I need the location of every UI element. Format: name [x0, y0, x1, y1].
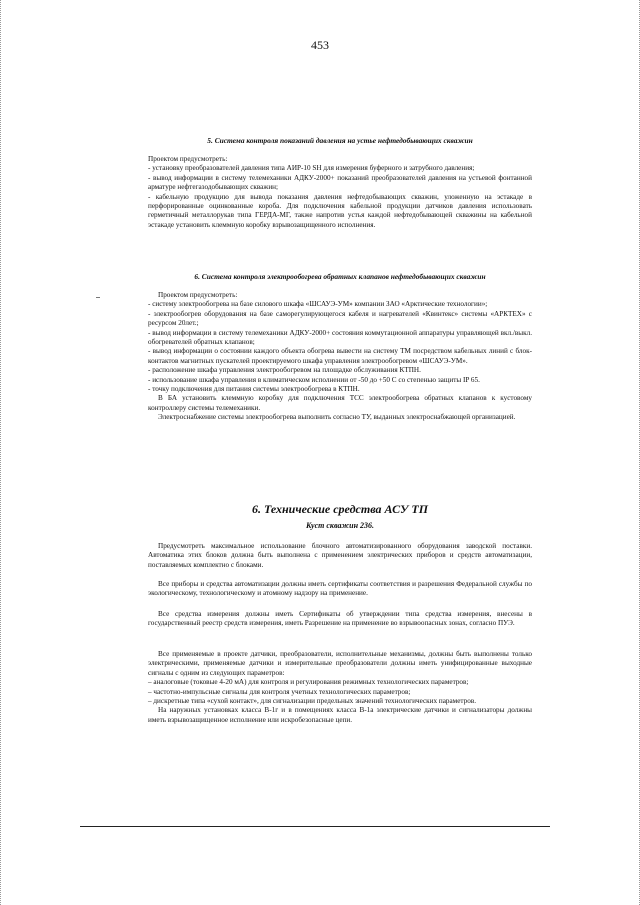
asu-list-item: – аналоговые (токовые 4-20 мА) для контроля и регулирования режимных технологических параметров;	[148, 678, 469, 687]
section6-line: - систему электрообогрева на базе силового шкафа «ШСАУЭ-УМ» компании ЗАО «Арктические технологии»;	[148, 300, 488, 309]
asu-paragraph-4	[148, 650, 532, 725]
section6-line: В БА установить клеммную коробку для подключения ТСС электрообогрева обратных клапанов к кустовому контроллеру системы телемеханики.	[148, 394, 532, 412]
asu-paragraph-2	[148, 580, 532, 599]
asu-paragraph: Все применяемые в проекте датчики, преобразователи, исполнительные механизмы, должны быть выполнены только электрическими, применяемые датчики и измерительные преобразователи должны иметь унифицированные выходные сигналы с одним из следующих параметров:	[148, 650, 532, 677]
section5-body	[148, 155, 532, 230]
asu-last-paragraph: На наружных установках класса В-1г и в помещениях класса В-1а электрические датчики и сигнализаторы должны иметь взрывозащищенное исполнение или искробезопасные цепи.	[148, 706, 532, 724]
asu-paragraph: Все приборы и средства автоматизации должны иметь сертификаты соответствия и разрешения Федеральной службы по экологическому, технологическому и атомному надзору на применение.	[148, 580, 532, 598]
section6-line: - вывод информации о состоянии каждого объекта обогрева вывести на систему ТМ посредством кабельных линий с блок-контактов магнитных пускателей проектируемого шкафа управления электрообогревом «ШСАУЭ-УМ».	[148, 347, 532, 365]
asu-subheading: Куст скважин 236.	[305, 521, 375, 530]
section6-line: Проектом предусмотреть:	[158, 291, 238, 299]
section6-line: Электроснабжение системы электрообогрева выполнить согласно ТУ, выданных электроснабжающей организацией.	[158, 413, 516, 422]
section6-line: - вывод информации в систему телемеханики АДКУ-2000+ состояния коммутационной аппаратуры управляющей вкл./выкл. обогревателей обратных клапанов;	[148, 328, 532, 347]
footer-rule	[80, 826, 550, 827]
asu-paragraph-3	[148, 610, 532, 629]
margin-mark	[96, 297, 100, 298]
section6-line: - использование шкафа управления в климатическом исполнении от -50 до +50 С со степенью защиты IP 65.	[148, 375, 480, 384]
section5-line: - установку преобразователей давления типа АИР-10 SH для измерения буферного и затрубного давления;	[148, 164, 475, 173]
asu-paragraph: Все средства измерения должны иметь Сертификаты об утверждении типа средства измерения, внесены в государственный реестр средств измерения, иметь Разрешение на применение во взрывоопасных зонах, согласно ПУЭ.	[148, 610, 532, 628]
asu-paragraph: Предусмотреть максимальное использование блочного автоматизированного оборудования заводской поставки. Автоматика этих блоков должна быть выполнена с применением электрических приборов и средств автоматизации, поставляемых комплектно с блоками.	[148, 542, 532, 569]
asu-list-item: – дискретные типа «сухой контакт», для сигнализации предельных значений технологических параметров.	[148, 697, 477, 706]
section6-line: - электрообогрев оборудования на базе саморегулирующегося кабеля и нагревателей «Квинтекс» системы «АРКТЕХ» с ресурсом 20лет.;	[148, 309, 532, 328]
section6-line: - точку подключения для питания системы электрообогрева в КТПН.	[148, 385, 360, 394]
section5-line: Проектом предусмотреть:	[148, 155, 228, 163]
section5-heading: 5. Система контроля показаний давления на устье нефтедобывающих скважин	[207, 136, 473, 145]
scan-edge-right	[635, 0, 640, 905]
asu-list-item: – частотно-импульсные сигналы для контроля учетных технологических параметров;	[148, 687, 411, 696]
section6-body	[148, 291, 532, 423]
asu-heading: 6. Технические средства АСУ ТП	[251, 502, 429, 516]
section5-line: - вывод информации в систему телемеханики АДКУ-2000+ показаний преобразователей давления на устьевой фонтанной арматуре нефтегазодобывающих скважин;	[148, 173, 532, 192]
page-number: 453	[311, 38, 329, 52]
section6-line: - расположение шкафа управления электрообогревом на площадке обслуживания КТПН.	[148, 366, 421, 375]
asu-paragraph-1	[148, 542, 532, 570]
scan-edge-left	[0, 0, 5, 905]
section5-line: - кабельную продукцию для вывода показания давления нефтедобывающих скважин, уложенную на эстакаде в перфорированные оцинкованные короба. Для подключения кабельной продукции датчиков давления использовать герметичный металлорукав типа ГЕРДА-МГ, также напротив устья каждой нефтедобывающей скважины на кабельной эстакаде установить клеммную коробку взрывозащищенного исполнения.	[148, 192, 532, 229]
section6-heading: 6. Система контроля электрообогрева обратных клапанов нефтедобывающих скважин	[194, 272, 486, 281]
